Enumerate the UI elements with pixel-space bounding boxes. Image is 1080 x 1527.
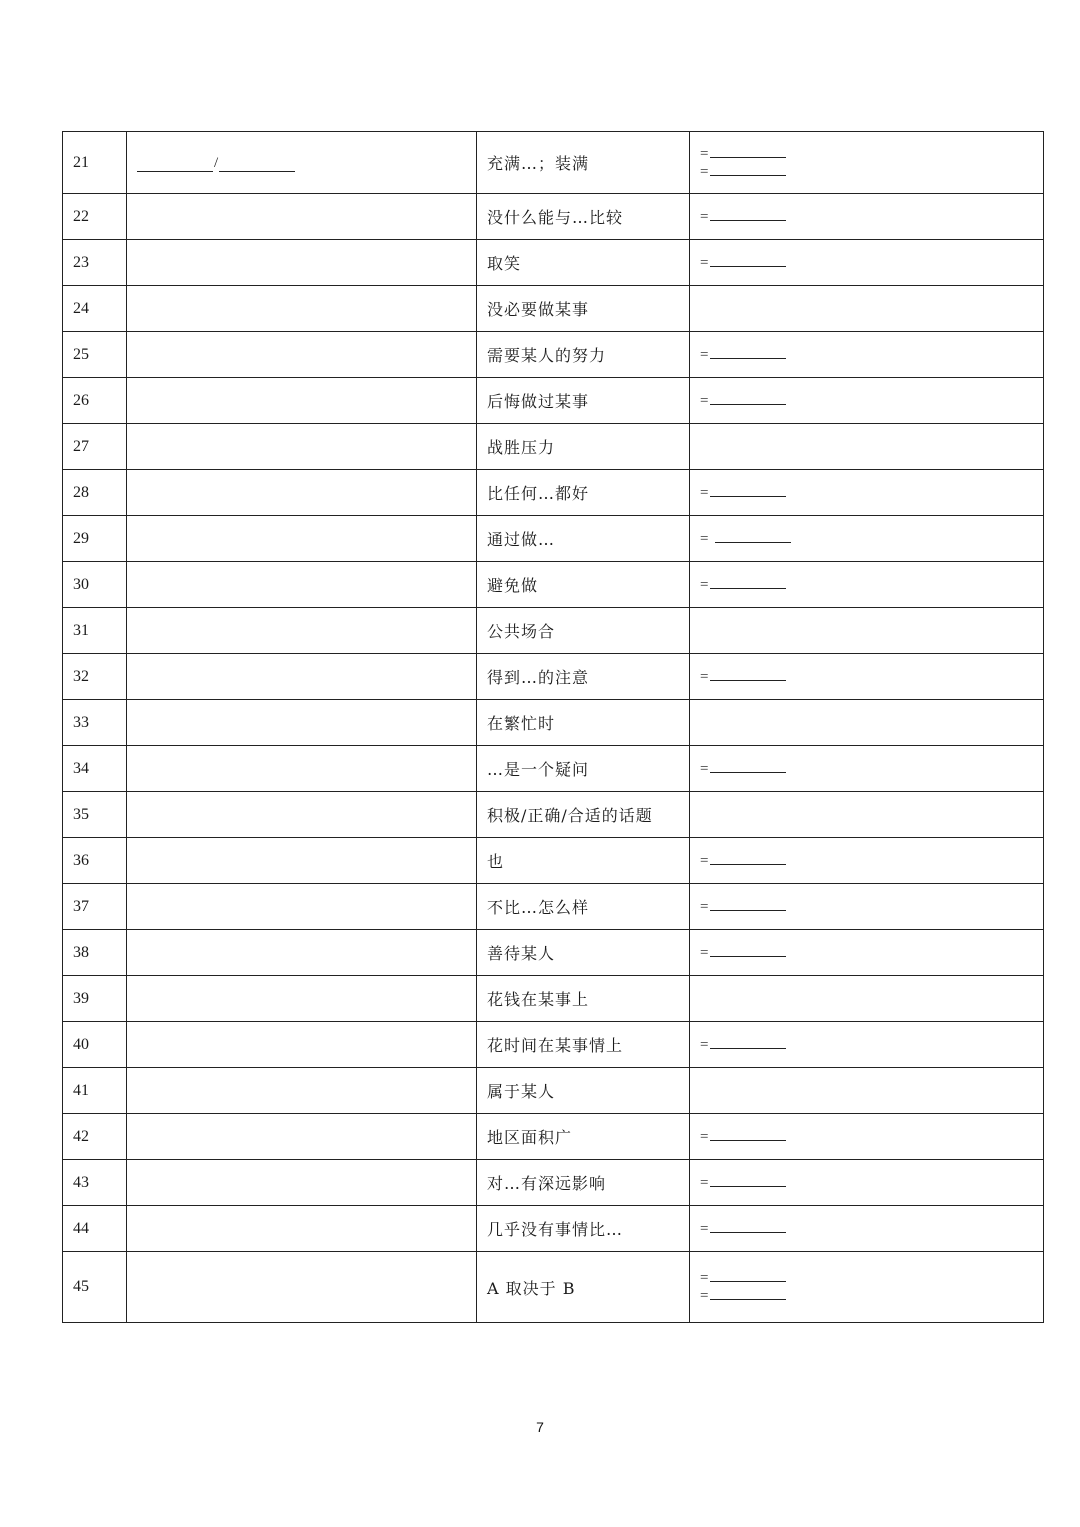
- chinese-meaning: 几乎没有事情比…: [477, 1206, 690, 1252]
- equivalent-cell: [690, 608, 1044, 654]
- equals-sign: =: [700, 392, 709, 409]
- equivalent-cell: [690, 792, 1044, 838]
- chinese-meaning: 在繁忙时: [477, 700, 690, 746]
- equivalent-blank[interactable]: [710, 254, 786, 267]
- phrase-answer-cell[interactable]: [127, 1206, 477, 1252]
- chinese-meaning: 属于某人: [477, 1068, 690, 1114]
- row-number: 27: [63, 424, 127, 470]
- phrase-answer-cell[interactable]: [127, 700, 477, 746]
- row-number: 26: [63, 378, 127, 424]
- equals-sign: =: [700, 208, 709, 225]
- table-row: [63, 1114, 1044, 1160]
- equivalent-blank-row[interactable]: [700, 1174, 1033, 1192]
- row-number: 21: [63, 132, 127, 194]
- chinese-meaning: 公共场合: [477, 608, 690, 654]
- equivalent-cell: [690, 838, 1044, 884]
- phrase-answer-cell[interactable]: [127, 1068, 477, 1114]
- equivalent-blank[interactable]: [710, 760, 786, 773]
- phrase-answer-cell[interactable]: [127, 654, 477, 700]
- equivalent-blank[interactable]: [710, 1128, 786, 1141]
- row-number: 38: [63, 930, 127, 976]
- phrase-answer-cell[interactable]: [127, 424, 477, 470]
- phrase-answer-cell[interactable]: [127, 286, 477, 332]
- table-row: [63, 132, 1044, 194]
- equivalent-blank-row[interactable]: [700, 208, 1033, 226]
- phrase-answer-cell[interactable]: [127, 930, 477, 976]
- equivalent-blank-row[interactable]: [700, 760, 1033, 778]
- equivalent-blank-row[interactable]: [700, 530, 1033, 548]
- equivalent-blank[interactable]: [710, 145, 786, 158]
- chinese-meaning: 地区面积广: [477, 1114, 690, 1160]
- equivalent-blank[interactable]: [710, 346, 786, 359]
- row-number: 33: [63, 700, 127, 746]
- equivalent-cell: [690, 930, 1044, 976]
- chinese-meaning: 对…有深远影响: [477, 1160, 690, 1206]
- chinese-meaning: 得到…的注意: [477, 654, 690, 700]
- equivalent-cell: [690, 332, 1044, 378]
- equivalent-blank-row[interactable]: [700, 576, 1033, 594]
- row-number: 30: [63, 562, 127, 608]
- equals-sign: =: [700, 346, 709, 363]
- equivalent-cell: [690, 1206, 1044, 1252]
- equivalent-cell: [690, 132, 1044, 194]
- phrase-answer-cell[interactable]: [127, 746, 477, 792]
- phrase-answer-cell[interactable]: [127, 1022, 477, 1068]
- vocabulary-table: [62, 131, 1044, 1323]
- row-number: 32: [63, 654, 127, 700]
- equivalent-blank-row[interactable]: [700, 852, 1033, 870]
- equivalent-blank[interactable]: [710, 576, 786, 589]
- equivalent-blank-row[interactable]: [700, 1287, 1033, 1305]
- table-row: [63, 700, 1044, 746]
- phrase-answer-cell[interactable]: [127, 884, 477, 930]
- table-row: [63, 286, 1044, 332]
- equivalent-blank[interactable]: [715, 530, 791, 543]
- chinese-meaning: 没必要做某事: [477, 286, 690, 332]
- equals-sign: =: [700, 760, 709, 777]
- chinese-meaning: 花时间在某事情上: [477, 1022, 690, 1068]
- equivalent-blank-row[interactable]: [700, 944, 1033, 962]
- table-row: [63, 1252, 1044, 1323]
- row-number: 25: [63, 332, 127, 378]
- table-row: [63, 746, 1044, 792]
- equivalent-blank[interactable]: [710, 163, 786, 176]
- equivalent-blank-row[interactable]: [700, 1036, 1033, 1054]
- table-row: [63, 884, 1044, 930]
- equivalent-cell: [690, 1160, 1044, 1206]
- equivalent-cell: [690, 562, 1044, 608]
- vocabulary-table-body: [63, 132, 1044, 1323]
- table-row: [63, 332, 1044, 378]
- table-row: [63, 838, 1044, 884]
- equivalent-blank-row[interactable]: [700, 1128, 1033, 1146]
- table-row: [63, 976, 1044, 1022]
- equivalent-blank[interactable]: [710, 1220, 786, 1233]
- chinese-meaning: 需要某人的努力: [477, 332, 690, 378]
- equals-sign: =: [700, 852, 709, 869]
- row-number: 36: [63, 838, 127, 884]
- equals-sign: =: [700, 668, 709, 685]
- table-row: [63, 194, 1044, 240]
- phrase-answer-cell[interactable]: [127, 608, 477, 654]
- chinese-meaning: 避免做: [477, 562, 690, 608]
- answer-blank[interactable]: [219, 157, 295, 172]
- chinese-meaning: 后悔做过某事: [477, 378, 690, 424]
- chinese-meaning: 善待某人: [477, 930, 690, 976]
- chinese-meaning: 比任何…都好: [477, 470, 690, 516]
- equivalent-blank[interactable]: [710, 1269, 786, 1282]
- row-number: 42: [63, 1114, 127, 1160]
- phrase-answer-cell[interactable]: [127, 838, 477, 884]
- chinese-meaning: 通过做…: [477, 516, 690, 562]
- chinese-meaning: 不比…怎么样: [477, 884, 690, 930]
- row-number: 44: [63, 1206, 127, 1252]
- phrase-answer-cell[interactable]: [127, 562, 477, 608]
- page-number: 7: [536, 1419, 544, 1435]
- equivalent-blank[interactable]: [710, 1174, 786, 1187]
- table-row: [63, 1068, 1044, 1114]
- phrase-answer-cell[interactable]: [127, 1252, 477, 1323]
- phrase-answer-cell[interactable]: [127, 1114, 477, 1160]
- equivalent-cell: [690, 516, 1044, 562]
- equivalent-blank[interactable]: [710, 208, 786, 221]
- equals-sign: =: [700, 1220, 709, 1237]
- phrase-answer-cell[interactable]: [127, 378, 477, 424]
- equivalent-blank[interactable]: [710, 852, 786, 865]
- row-number: 23: [63, 240, 127, 286]
- equivalent-blank-row[interactable]: [700, 1220, 1033, 1238]
- equals-sign: =: [700, 254, 709, 271]
- row-number: 45: [63, 1252, 127, 1323]
- equals-sign: =: [700, 145, 709, 162]
- equivalent-blank-row[interactable]: [700, 1269, 1033, 1287]
- equals-sign: =: [700, 484, 709, 501]
- table-row: [63, 654, 1044, 700]
- row-number: 28: [63, 470, 127, 516]
- table-row: [63, 1160, 1044, 1206]
- chinese-meaning: 取笑: [477, 240, 690, 286]
- row-number: 37: [63, 884, 127, 930]
- equivalent-cell: [690, 424, 1044, 470]
- equivalent-blank-row[interactable]: [700, 392, 1033, 410]
- table-row: [63, 424, 1044, 470]
- equivalent-cell: [690, 884, 1044, 930]
- table-row: [63, 378, 1044, 424]
- table-row: [63, 608, 1044, 654]
- equivalent-cell: [690, 1068, 1044, 1114]
- phrase-answer-cell[interactable]: [127, 516, 477, 562]
- equivalent-blank[interactable]: [710, 484, 786, 497]
- equivalent-blank-row[interactable]: [700, 668, 1033, 686]
- equals-sign: =: [700, 1288, 709, 1304]
- equivalent-blank-row[interactable]: [700, 484, 1033, 502]
- equivalent-blank[interactable]: [710, 944, 786, 957]
- equivalent-cell: [690, 1114, 1044, 1160]
- equivalent-cell: [690, 1252, 1044, 1323]
- chinese-meaning: 充满…；装满: [477, 132, 690, 194]
- phrase-answer-cell[interactable]: [127, 976, 477, 1022]
- row-number: 40: [63, 1022, 127, 1068]
- equivalent-blank[interactable]: [710, 898, 786, 911]
- equivalent-cell: [690, 194, 1044, 240]
- equals-sign: =: [700, 1036, 709, 1053]
- equivalent-blank-row[interactable]: [700, 163, 1033, 181]
- answer-blank[interactable]: [137, 157, 213, 172]
- equivalent-blank-row[interactable]: [700, 254, 1033, 272]
- equivalent-blank-row[interactable]: [700, 346, 1033, 364]
- table-row: [63, 516, 1044, 562]
- equivalent-cell: [690, 976, 1044, 1022]
- row-number: 29: [63, 516, 127, 562]
- equivalent-blank[interactable]: [710, 392, 786, 405]
- equivalent-cell: [690, 1022, 1044, 1068]
- phrase-answer-cell[interactable]: [127, 132, 477, 194]
- equivalent-cell: [690, 378, 1044, 424]
- table-row: [63, 1022, 1044, 1068]
- equals-sign: =: [700, 576, 709, 593]
- phrase-answer-cell[interactable]: [127, 240, 477, 286]
- equals-sign: =: [700, 898, 709, 915]
- equals-sign: =: [700, 1128, 709, 1145]
- equals-sign: =: [700, 944, 709, 961]
- chinese-meaning: 也: [477, 838, 690, 884]
- table-row: [63, 1206, 1044, 1252]
- equivalent-cell: [690, 286, 1044, 332]
- equals-sign: =: [700, 1174, 709, 1191]
- equivalent-blank-row[interactable]: [700, 898, 1033, 916]
- row-number: 22: [63, 194, 127, 240]
- equivalent-cell: [690, 654, 1044, 700]
- equals-sign: =: [700, 1270, 709, 1286]
- row-number: 39: [63, 976, 127, 1022]
- equivalent-blank-row[interactable]: [700, 145, 1033, 163]
- row-number: 35: [63, 792, 127, 838]
- table-row: [63, 792, 1044, 838]
- row-number: 43: [63, 1160, 127, 1206]
- table-row: [63, 930, 1044, 976]
- chinese-meaning: 没什么能与…比较: [477, 194, 690, 240]
- chinese-meaning: 花钱在某事上: [477, 976, 690, 1022]
- equivalent-blank[interactable]: [710, 668, 786, 681]
- phrase-answer-cell[interactable]: [127, 470, 477, 516]
- chinese-meaning: 积极/正确/合适的话题: [477, 792, 690, 838]
- chinese-meaning: …是一个疑问: [477, 746, 690, 792]
- chinese-meaning: A 取决于 B: [477, 1252, 690, 1323]
- equivalent-blank[interactable]: [710, 1036, 786, 1049]
- equals-sign: =: [700, 163, 709, 180]
- row-number: 31: [63, 608, 127, 654]
- table-row: [63, 562, 1044, 608]
- chinese-meaning: 战胜压力: [477, 424, 690, 470]
- equivalent-cell: [690, 746, 1044, 792]
- row-number: 41: [63, 1068, 127, 1114]
- equivalent-blank[interactable]: [710, 1287, 786, 1300]
- row-number: 34: [63, 746, 127, 792]
- table-row: [63, 240, 1044, 286]
- row-number: 24: [63, 286, 127, 332]
- phrase-answer-cell[interactable]: [127, 332, 477, 378]
- table-row: [63, 470, 1044, 516]
- equivalent-cell: [690, 700, 1044, 746]
- phrase-answer-cell[interactable]: [127, 792, 477, 838]
- equivalent-cell: [690, 470, 1044, 516]
- equals-sign: =: [700, 530, 709, 547]
- phrase-answer-cell[interactable]: [127, 1160, 477, 1206]
- equivalent-cell: [690, 240, 1044, 286]
- slash-separator: /: [214, 155, 219, 171]
- phrase-answer-cell[interactable]: [127, 194, 477, 240]
